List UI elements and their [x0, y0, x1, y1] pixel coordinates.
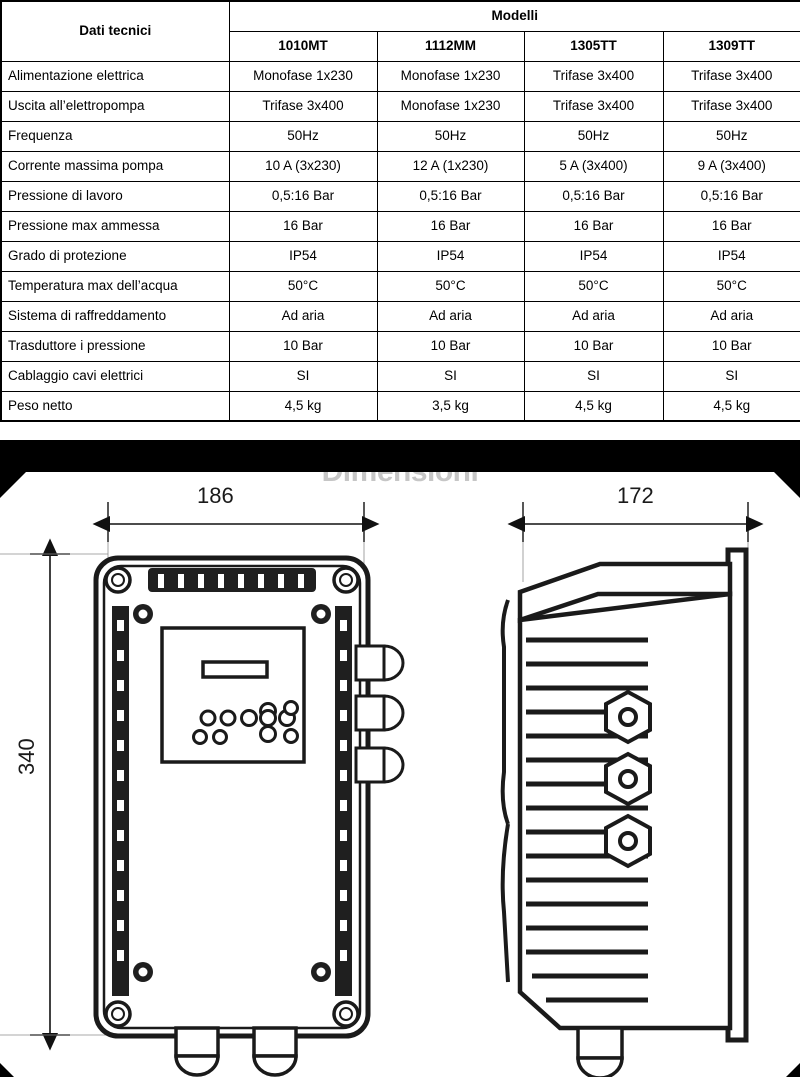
row-value: 16 Bar — [229, 211, 377, 241]
row-label: Grado di protezione — [1, 241, 229, 271]
row-value: 5 A (3x400) — [524, 151, 663, 181]
side-view — [503, 550, 746, 1077]
side-body-outline — [520, 594, 730, 1028]
table-header-row-group — [1, 1, 800, 31]
row-value: Ad aria — [663, 301, 800, 331]
panel-bevel-top-left — [0, 472, 26, 498]
table-row — [1, 301, 800, 331]
front-view — [96, 558, 403, 1075]
row-value: Trifase 3x400 — [663, 91, 800, 121]
row-label: Cablaggio cavi elettrici — [1, 361, 229, 391]
row-value: IP54 — [663, 241, 800, 271]
spec-table-container — [0, 0, 800, 440]
row-value: 3,5 kg — [377, 391, 524, 421]
dimension-label-side-width: 172 — [617, 483, 654, 508]
row-value: 16 Bar — [663, 211, 800, 241]
row-value: SI — [663, 361, 800, 391]
row-value: 0,5:16 Bar — [524, 181, 663, 211]
row-value: Ad aria — [377, 301, 524, 331]
row-value: 0,5:16 Bar — [229, 181, 377, 211]
header-model-1305tt: 1305TT — [524, 31, 663, 61]
side-cable-glands — [356, 646, 403, 782]
row-label: Frequenza — [1, 121, 229, 151]
row-value: SI — [377, 361, 524, 391]
side-hex-nuts — [606, 692, 650, 866]
side-bottom-gland — [578, 1028, 622, 1077]
header-model-1309tt: 1309TT — [663, 31, 800, 61]
row-value: 50Hz — [524, 121, 663, 151]
header-dati-tecnici: Dati tecnici — [1, 1, 229, 61]
row-value: Monofase 1x230 — [229, 61, 377, 91]
table-row — [1, 361, 800, 391]
row-value: Trifase 3x400 — [524, 91, 663, 121]
table-body — [1, 61, 800, 421]
row-label: Temperatura max dell’acqua — [1, 271, 229, 301]
table-row — [1, 61, 800, 91]
header-model-1112mm: 1112MM — [377, 31, 524, 61]
row-value: 16 Bar — [377, 211, 524, 241]
row-value: Ad aria — [524, 301, 663, 331]
row-value: 50°C — [524, 271, 663, 301]
row-value: 10 A (3x230) — [229, 151, 377, 181]
section-divider-bar — [0, 440, 800, 472]
row-value: 50°C — [229, 271, 377, 301]
row-value: SI — [229, 361, 377, 391]
row-value: Trifase 3x400 — [663, 61, 800, 91]
row-value: 9 A (3x400) — [663, 151, 800, 181]
row-label: Pressione max ammessa — [1, 211, 229, 241]
panel-bevel-bottom-left — [0, 1063, 14, 1077]
row-value: IP54 — [377, 241, 524, 271]
row-value: 10 Bar — [229, 331, 377, 361]
row-value: 10 Bar — [524, 331, 663, 361]
row-label: Peso netto — [1, 391, 229, 421]
row-value: Monofase 1x230 — [377, 91, 524, 121]
row-value: Monofase 1x230 — [377, 61, 524, 91]
top-vent-strip — [148, 568, 316, 592]
row-value: IP54 — [229, 241, 377, 271]
table-row — [1, 91, 800, 121]
row-value: Trifase 3x400 — [229, 91, 377, 121]
row-value: Ad aria — [229, 301, 377, 331]
row-value: 16 Bar — [524, 211, 663, 241]
table-row — [1, 271, 800, 301]
panel-bevel-top-right — [774, 472, 800, 498]
row-value: IP54 — [524, 241, 663, 271]
row-value: 10 Bar — [377, 331, 524, 361]
technical-drawing — [0, 472, 800, 1077]
table-row — [1, 241, 800, 271]
row-value: 0,5:16 Bar — [377, 181, 524, 211]
row-value: 12 A (1x230) — [377, 151, 524, 181]
control-panel-face — [162, 628, 304, 762]
table-row — [1, 151, 800, 181]
row-value: 4,5 kg — [229, 391, 377, 421]
row-value: 50Hz — [377, 121, 524, 151]
dimension-label-height: 340 — [14, 738, 39, 775]
row-label: Alimentazione elettrica — [1, 61, 229, 91]
row-label: Uscita all’elettropompa — [1, 91, 229, 121]
technical-data-table — [0, 0, 800, 422]
row-label: Sistema di raffreddamento — [1, 301, 229, 331]
header-modelli: Modelli — [229, 1, 800, 31]
row-value: 50°C — [663, 271, 800, 301]
row-label: Pressione di lavoro — [1, 181, 229, 211]
table-row — [1, 391, 800, 421]
row-value: Trifase 3x400 — [524, 61, 663, 91]
row-value: 4,5 kg — [524, 391, 663, 421]
table-row — [1, 121, 800, 151]
row-value: 50°C — [377, 271, 524, 301]
dimension-label-front-width: 186 — [197, 483, 234, 508]
row-value: 10 Bar — [663, 331, 800, 361]
row-value: 4,5 kg — [663, 391, 800, 421]
row-value: 0,5:16 Bar — [663, 181, 800, 211]
table-row — [1, 211, 800, 241]
table-row — [1, 181, 800, 211]
header-model-1010mt: 1010MT — [229, 31, 377, 61]
lcd-display — [203, 662, 267, 677]
panel-bevel-bottom-right — [786, 1063, 800, 1077]
table-head — [1, 1, 800, 61]
row-label: Corrente massima pompa — [1, 151, 229, 181]
row-label: Trasduttore i pressione — [1, 331, 229, 361]
table-row — [1, 331, 800, 361]
row-value: 50Hz — [663, 121, 800, 151]
row-value: SI — [524, 361, 663, 391]
row-value: 50Hz — [229, 121, 377, 151]
